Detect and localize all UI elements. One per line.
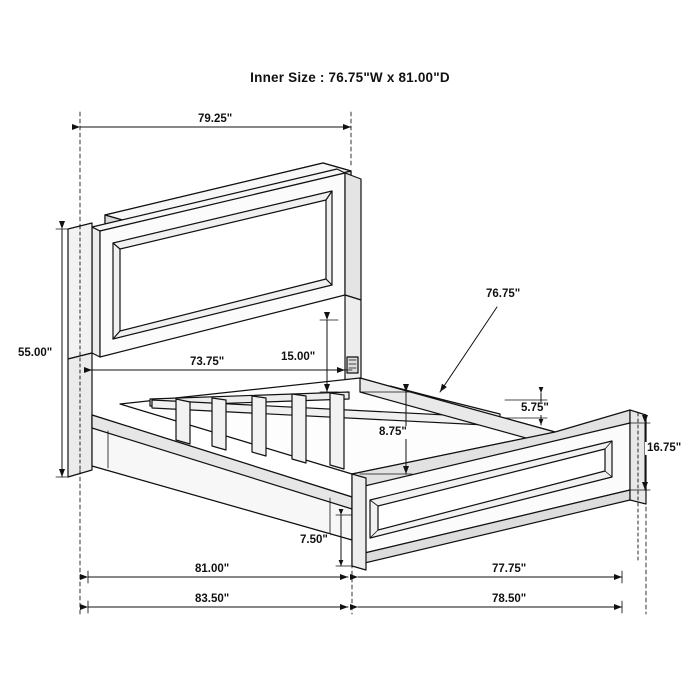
dim-top-width: 79.25": [198, 113, 233, 125]
dim-slat-height: 8.75": [379, 426, 407, 438]
headboard-bracket: [347, 357, 358, 373]
diagram-title: Inner Size : 76.75"W x 81.00"D: [250, 70, 450, 85]
dim-side-rail-thickness: 5.75": [521, 402, 549, 414]
dim-headboard-inner-width: 73.75": [190, 356, 225, 368]
dim-headboard-height: 55.00": [18, 347, 53, 359]
dim-floor-clearance: 7.50": [300, 534, 328, 546]
headboard-panel: [92, 169, 345, 357]
dim-bed-depth-inner: 77.75": [492, 563, 527, 575]
dim-inner-depth: 76.75": [486, 288, 521, 300]
dim-bed-length-outer: 83.50": [195, 593, 230, 605]
dim-bed-depth-outer: 78.50": [492, 593, 527, 605]
dim-bed-length-inner: 81.00": [195, 563, 230, 575]
dim-rail-gap-height: 15.00": [281, 351, 316, 363]
dim-footboard-height: 16.75": [647, 442, 682, 454]
